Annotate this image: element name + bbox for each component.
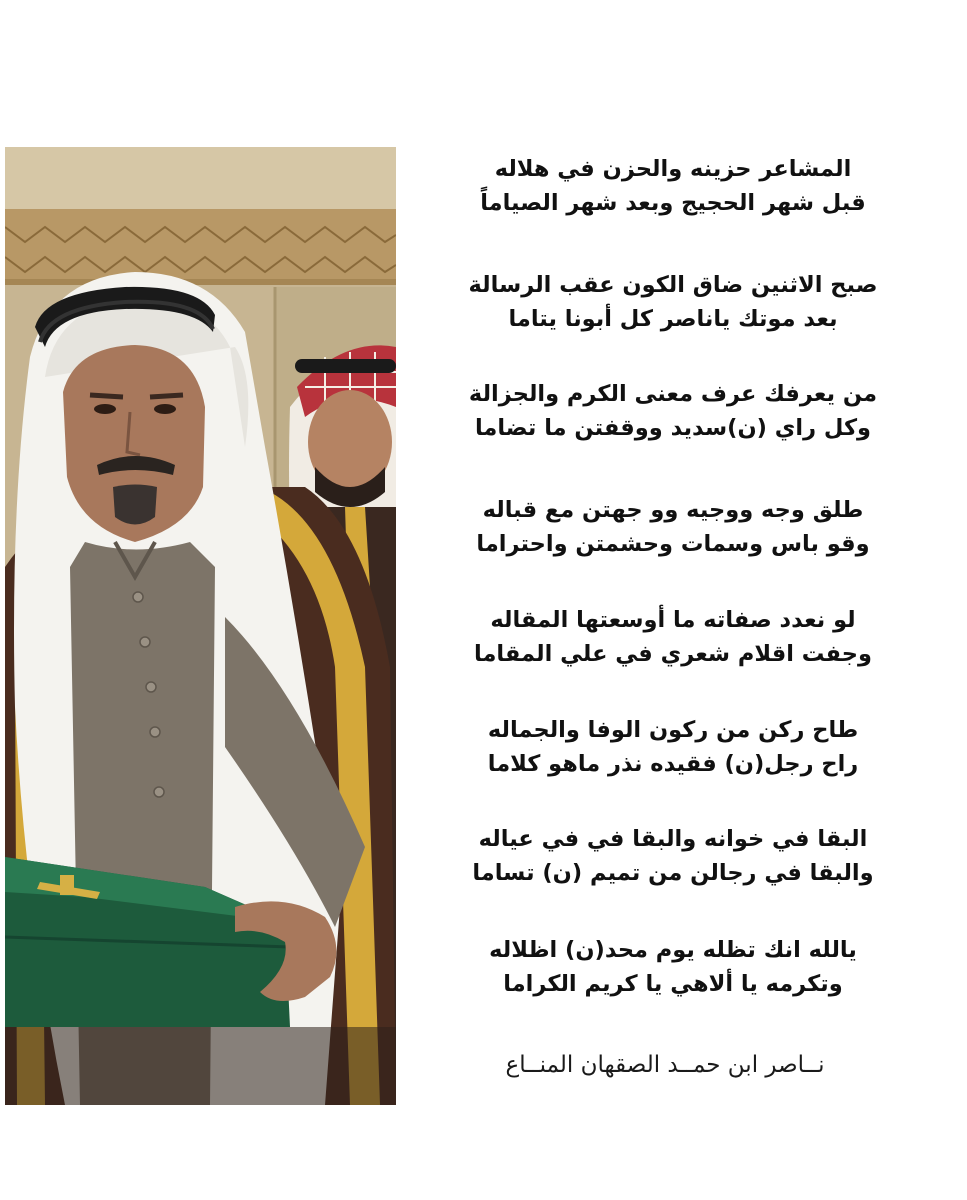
verse-line: من يعرفك عرف معنى الكرم والجزالة: [468, 381, 878, 407]
verse-line: لو نعدد صفاته ما أوسعتها المقاله: [490, 607, 856, 633]
verse-line: والبقا في رجالن من تميم (ن) تساما: [472, 860, 874, 886]
verse-line: طاح ركن من ركون الوفا والجماله: [487, 717, 859, 743]
stanza-5: [438, 603, 908, 671]
verse-line: صبح الاثنين ضاق الكون عقب الرسالة: [468, 272, 878, 298]
stanza-7: [438, 822, 908, 890]
stanza-2: [438, 268, 908, 336]
decorative-frieze: [5, 209, 396, 279]
verse-line: قبل شهر الحجيج وبعد شهر الصياماً: [480, 190, 866, 216]
verse-line: وجفت اقلام شعري في علي المقاما: [474, 641, 872, 667]
stanza-4: [438, 493, 908, 561]
verse-line: المشاعر حزينه والحزن في هلاله: [494, 156, 852, 182]
stanza-3: [438, 377, 908, 445]
beard: [113, 485, 157, 525]
poet-signature: نــاصر ابن حمــد الصقهان المنــاع: [505, 1052, 825, 1078]
verse-line: راح رجل(ن) فقيده نذر ماهو كلاما: [487, 751, 859, 777]
verse-line: طلق وجه ووجيه وو جهتن مع قباله: [482, 497, 864, 523]
stanza-6: [438, 713, 908, 781]
stanza-8: [438, 933, 908, 1001]
verse-line: وتكرمه يا ألاهي يا كريم الكراما: [503, 971, 843, 997]
verse-line: وقو باس وسمات وحشمتن واحتراما: [476, 531, 870, 557]
verse-line: وكل راي (ن)سديد ووقفتن ما تضاما: [474, 415, 872, 441]
portrait-photo: [5, 147, 396, 1105]
stanza-1: [438, 152, 908, 220]
verse-line: يالله انك تظله يوم محد(ن) اظلاله: [489, 937, 857, 963]
verse-line: بعد موتك ياناصر كل أبونا يتاما: [508, 306, 838, 332]
verse-line: البقا في خوانه والبقا في في عياله: [478, 826, 868, 852]
